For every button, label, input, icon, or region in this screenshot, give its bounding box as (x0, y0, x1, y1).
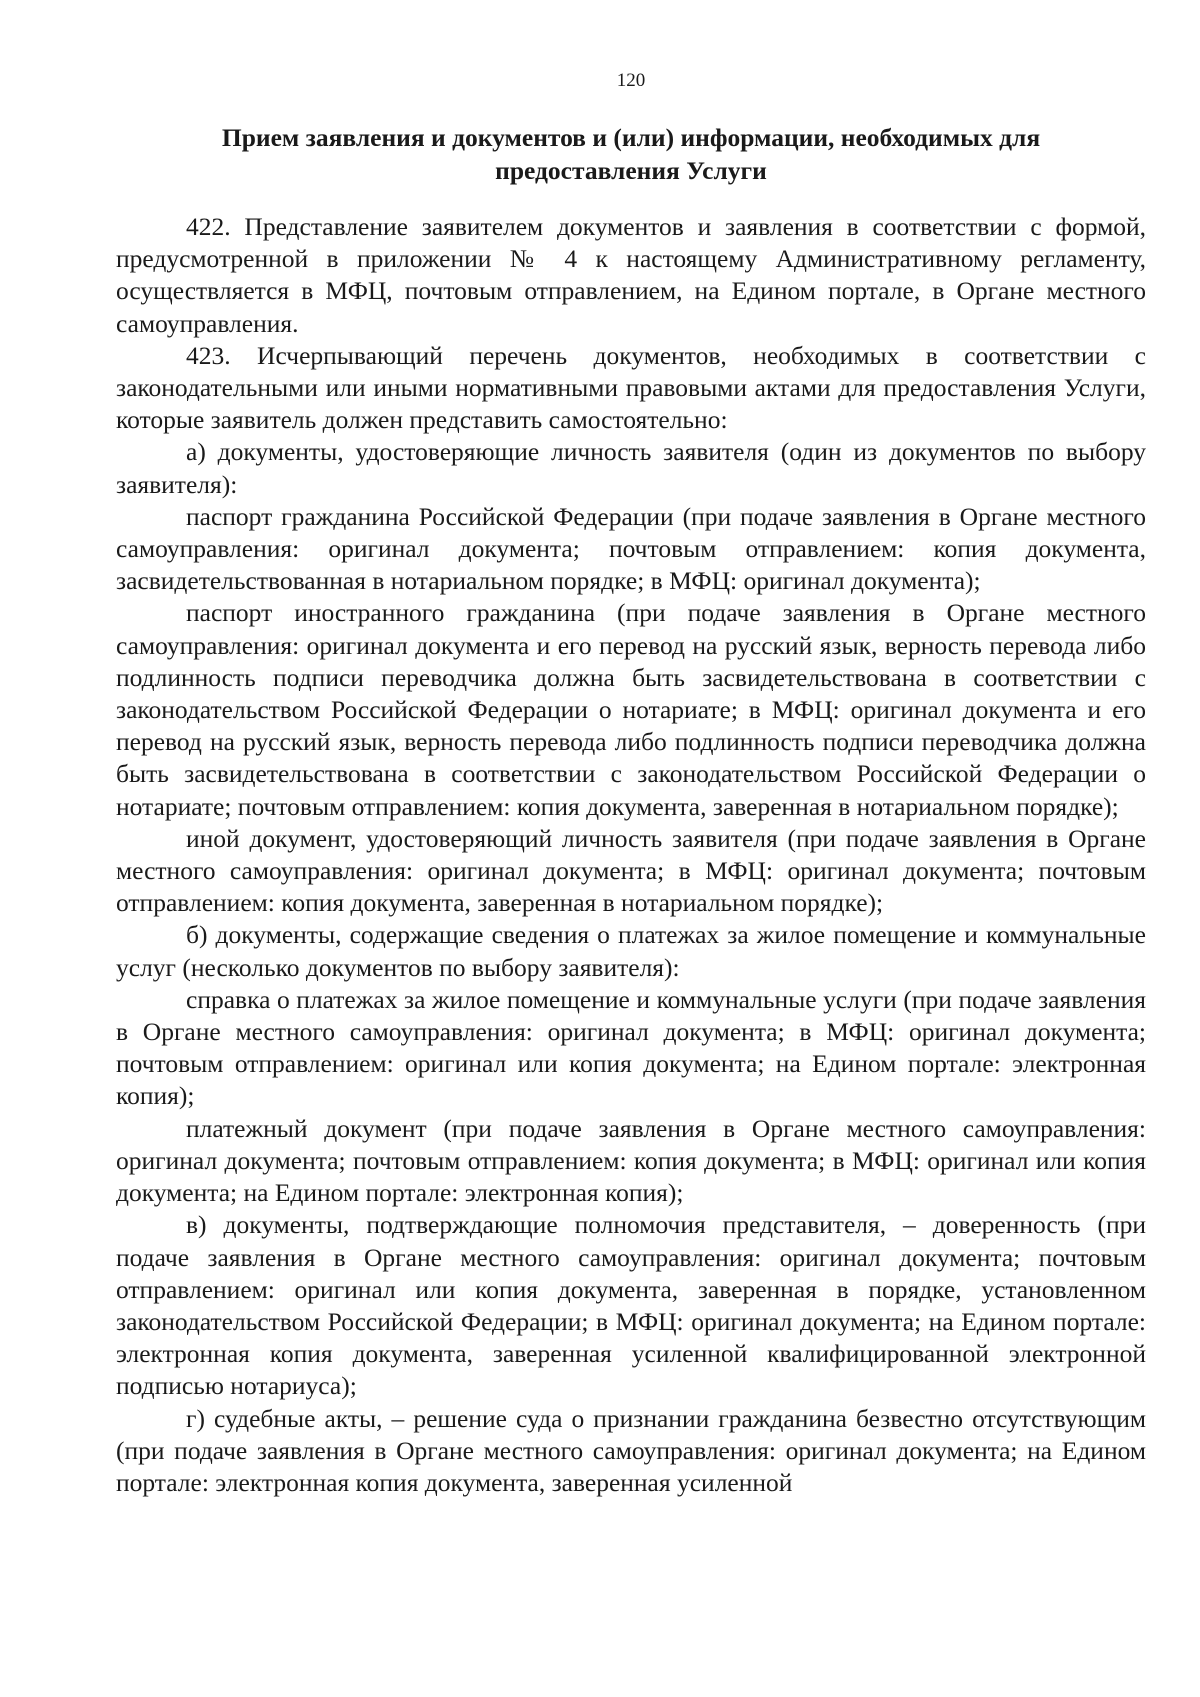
page-number: 120 (616, 70, 646, 91)
section-title (116, 121, 1146, 187)
paragraph-423: 423. Исчерпывающий перечень документов, необходимых в соответствии с законодательными или иными нормативными правовыми актами для предоставления Услуги, которые заявитель должен представить самостоятельно: (116, 340, 1146, 435)
paragraph-passport-rf: паспорт гражданина Российской Федерации (при подаче заявления в Органе местного самоуправления: оригинал документа; почтовым отправлением: копия документа, засвидетельствованная в нотариальном порядке; в МФЦ: оригинал документа); (116, 501, 1146, 596)
paragraph-422: 422. Представление заявителем документов и заявления в соответствии с формой, предусмотренной в приложении № 4 к настоящему Административному регламенту, осуществляется в МФЦ, почтовым отправлением, на Едином портале, в Органе местного самоуправления. (116, 212, 1146, 338)
paragraph-item-v: в) документы, подтверждающие полномочия представителя, – доверенность (при подаче заявления в Органе местного самоуправления: оригинал документа; почтовым отправлением: оригинал или копия документа, заверенная в порядке, установленном законодательством Российской Федерации; в МФЦ: оригинал документа; на Едином портале: электронная копия документа, заверенная усиленной квалифицированной электронной подписью нотариуса); (116, 1210, 1146, 1401)
section-title-line-2: предоставления Услуги (495, 156, 767, 185)
body-text (116, 211, 1146, 1499)
paragraph-item-g: г) судебные акты, – решение суда о признании гражданина безвестно отсутствующим (при подаче заявления в Органе местного самоуправления: оригинал документа; на Едином портале: электронная копия документа, заверенная усиленной (116, 1403, 1146, 1497)
paragraph-payment-document: платежный документ (при подаче заявления в Органе местного самоуправления: оригинал документа; почтовым отправлением: копия документа; в МФЦ: оригинал или копия документа; на Едином портале: электронная копия); (116, 1113, 1146, 1208)
paragraph-item-b: б) документы, содержащие сведения о платежах за жилое помещение и коммунальные услуг (несколько документов по выбору заявителя): (116, 920, 1146, 982)
section-title-line-1: Прием заявления и документов и (или) информации, необходимых для (221, 123, 1041, 152)
paragraph-passport-foreign: паспорт иностранного гражданина (при подаче заявления в Органе местного самоуправления: оригинал документа и его перевод на русский язык, верность перевода либо подлинность подписи переводчика должна быть засвидетельствована в соответствии с законодательством Российской Федерации о нотариате; в МФЦ: оригинал документа и его перевод на русский язык, верность перевода либо подлинность подписи переводчика должна быть засвидетельствована в соответствии с законодательством Российской Федерации о нотариате; почтовым отправлением: копия документа, заверенная в нотариальном порядке); (116, 598, 1146, 821)
paragraph-payment-certificate: справка о платежах за жилое помещение и коммунальные услуги (при подаче заявления в Органе местного самоуправления: оригинал документа; в МФЦ: оригинал документа; почтовым отправлением: оригинал или копия документа; на Едином портале: электронная копия); (116, 984, 1146, 1111)
paragraph-item-a: а) документы, удостоверяющие личность заявителя (один из документов по выбору заявителя): (116, 437, 1146, 499)
paragraph-other-id-document: иной документ, удостоверяющий личность заявителя (при подаче заявления в Органе местного самоуправления: оригинал документа; в МФЦ: оригинал документа; почтовым отправлением: копия документа, заверенная в нотариальном порядке); (116, 823, 1146, 918)
